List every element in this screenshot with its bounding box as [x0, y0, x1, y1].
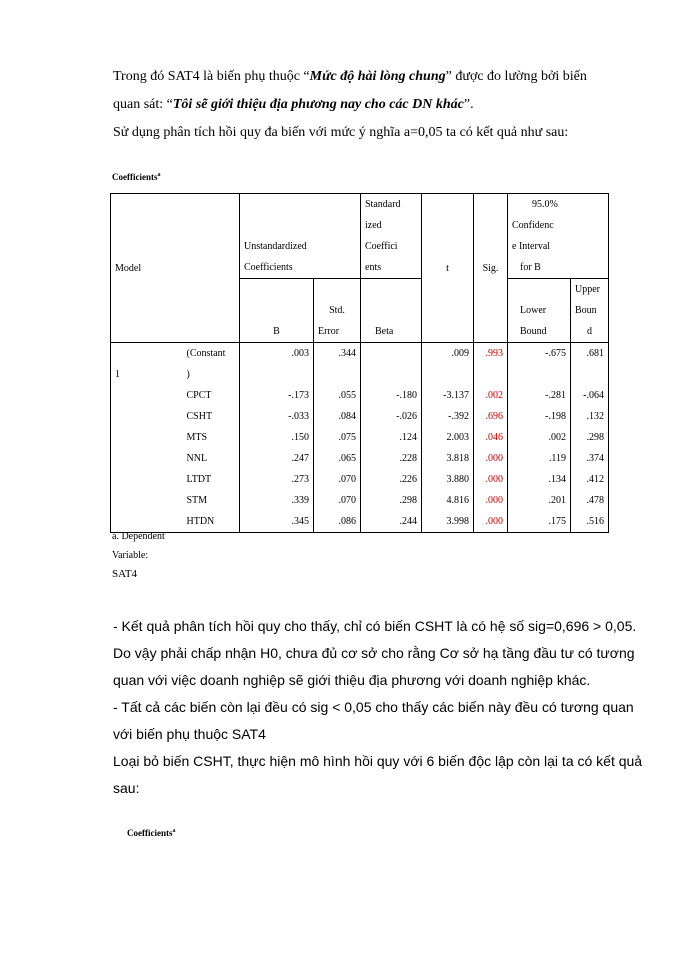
cell-beta: .124 [361, 427, 422, 448]
cell-se: .086 [314, 511, 361, 533]
header-b: B [240, 279, 314, 343]
cell-beta: .226 [361, 469, 422, 490]
table-row [111, 427, 609, 448]
header-ci-line: Confidenc [512, 220, 554, 231]
cell-upper: -.064 [571, 385, 609, 406]
cell-sig: .993 [474, 343, 508, 386]
cell-t: 4.816 [422, 490, 474, 511]
cell-upper: .298 [571, 427, 609, 448]
cell-t: 3.880 [422, 469, 474, 490]
cell-se: .344 [314, 343, 361, 386]
cell-lower: -.198 [508, 406, 571, 427]
table-row [111, 448, 609, 469]
cell-beta [361, 343, 422, 386]
cell-b: -.033 [240, 406, 314, 427]
header-unstandardized [240, 194, 361, 279]
header-std-line: ized [365, 220, 382, 231]
intro-text: quan sát: “ [113, 97, 173, 112]
cell-se: .075 [314, 427, 361, 448]
row-name: NNL [186, 453, 208, 464]
header-beta: Beta [361, 279, 422, 343]
cell-se: .070 [314, 490, 361, 511]
cell-t: -.392 [422, 406, 474, 427]
analysis-paragraph-3: Loại bỏ biến CSHT, thực hiện mô hình hồi quy với 6 biến độc lập còn lại ta có kết quả sau: [113, 753, 643, 796]
table-caption-text: Coefficients [112, 172, 158, 182]
table-row [111, 343, 609, 386]
header-std-line: ents [365, 262, 382, 273]
cell-se: .055 [314, 385, 361, 406]
cell-t: 3.998 [422, 511, 474, 533]
row-name-text: (Constant [186, 348, 226, 359]
row-name: STM [186, 495, 208, 506]
cell-se: .070 [314, 469, 361, 490]
header-lower-line: Lower [520, 305, 547, 316]
intro-line-1 [113, 65, 587, 89]
table-row [111, 406, 609, 427]
header-upper-line: Boun [575, 305, 597, 316]
header-t: t [422, 194, 474, 343]
header-ci-line: e Interval [512, 241, 551, 252]
header-upper-line: Upper [575, 284, 600, 295]
cell-upper: .412 [571, 469, 609, 490]
footnote-variable: SAT4 [112, 568, 138, 580]
table-footnote [112, 527, 165, 565]
cell-se: .065 [314, 448, 361, 469]
cell-lower: .002 [508, 427, 571, 448]
header-upper-line: d [587, 326, 592, 337]
intro-line-3: Sử dụng phân tích hồi quy đa biến với mức ý nghĩa a=0,05 ta có kết quả như sau: [113, 125, 569, 140]
cell-upper: .681 [571, 343, 609, 386]
row-name-text: ) [186, 369, 190, 380]
cell-beta: -.026 [361, 406, 422, 427]
cell-lower: .201 [508, 490, 571, 511]
cell-b: .345 [240, 511, 314, 533]
cell-sig: .046 [474, 427, 508, 448]
cell-beta: .298 [361, 490, 422, 511]
intro-emphasis: Tôi sẽ giới thiệu địa phương nay cho các DN khác [172, 97, 464, 112]
cell-sig: .000 [474, 490, 508, 511]
row-name: CSHT [186, 411, 213, 422]
cell-t: 2.003 [422, 427, 474, 448]
header-ci-line: 95.0% [532, 199, 558, 210]
cell-sig: .002 [474, 385, 508, 406]
cell-sig: .000 [474, 511, 508, 533]
table-row [111, 511, 609, 533]
header-lower-line: Bound [520, 326, 547, 337]
header-unstandardized-text: Unstandardized Coefficients [244, 241, 307, 273]
header-upper [571, 279, 609, 343]
intro-text: Trong đó SAT4 là biến phụ thuộc “ [113, 69, 310, 84]
cell-lower: -.675 [508, 343, 571, 386]
analysis-paragraph-1: - Kết quả phân tích hồi quy cho thấy, chỉ có biến CSHT là có hệ số sig=0,696 > 0,05. Do vậy phải chấp nhận H0, chưa đủ cơ sở cho rằng Cơ sở hạ tầng đầu tư có tương quan với việc doanh nghiệp sẽ giới thiệu địa phương với doanh nghiệp khác. [113, 618, 637, 688]
cell-t: 3.818 [422, 448, 474, 469]
analysis-paragraph-2: - Tất cả các biến còn lại đều có sig < 0,05 cho thấy các biến này đều có tương quan với biến phụ thuộc SAT4 [113, 699, 634, 742]
cell-se: .084 [314, 406, 361, 427]
cell-t: -3.137 [422, 385, 474, 406]
header-ci [508, 194, 609, 279]
intro-emphasis: Mức độ hài lòng chung [309, 69, 446, 84]
header-standardized [361, 194, 422, 279]
row-name: MTS [186, 432, 208, 443]
table2-caption [127, 828, 175, 838]
table-caption-sup: a [157, 172, 161, 178]
model-number: 1 [111, 343, 183, 386]
header-lower [508, 279, 571, 343]
header-model: Model [111, 194, 240, 343]
intro-line-2 [113, 93, 474, 117]
cell-beta: -.180 [361, 385, 422, 406]
table-row [111, 469, 609, 490]
cell-b: .003 [240, 343, 314, 386]
table-row [111, 385, 609, 406]
cell-upper: .132 [571, 406, 609, 427]
cell-beta: .244 [361, 511, 422, 533]
row-name: HTDN [183, 511, 240, 533]
table-row [111, 490, 609, 511]
cell-upper: .516 [571, 511, 609, 533]
cell-b: -.173 [240, 385, 314, 406]
intro-text: ” được đo lường bởi biến [445, 69, 587, 84]
footnote-line: Variable: [112, 550, 149, 561]
cell-b: .150 [240, 427, 314, 448]
cell-b: .247 [240, 448, 314, 469]
cell-upper: .374 [571, 448, 609, 469]
cell-sig: .000 [474, 448, 508, 469]
table2-caption-text: Coefficients [127, 828, 173, 838]
header-std-error-line: Error [318, 326, 340, 337]
cell-t: .009 [422, 343, 474, 386]
cell-sig: .000 [474, 469, 508, 490]
row-name: LTDT [186, 474, 212, 485]
header-std-line: Coeffici [365, 241, 398, 252]
footnote-line: a. Dependent [112, 531, 165, 542]
row-name: CPCT [186, 390, 212, 401]
header-std-error [314, 279, 361, 343]
header-std-line: Standard [365, 199, 401, 210]
cell-b: .273 [240, 469, 314, 490]
cell-lower: -.281 [508, 385, 571, 406]
coefficients-table [110, 193, 609, 533]
table2-caption-sup: a [172, 828, 176, 834]
header-sig: Sig. [474, 194, 508, 343]
cell-lower: .134 [508, 469, 571, 490]
header-ci-line: for B [520, 262, 541, 273]
cell-beta: .228 [361, 448, 422, 469]
row-name [183, 343, 240, 386]
cell-upper: .478 [571, 490, 609, 511]
cell-lower: .175 [508, 511, 571, 533]
cell-b: .339 [240, 490, 314, 511]
intro-text: ”. [463, 97, 474, 112]
table-caption [112, 172, 160, 182]
header-std-error-line: Std. [329, 305, 345, 316]
cell-lower: .119 [508, 448, 571, 469]
cell-sig: .696 [474, 406, 508, 427]
